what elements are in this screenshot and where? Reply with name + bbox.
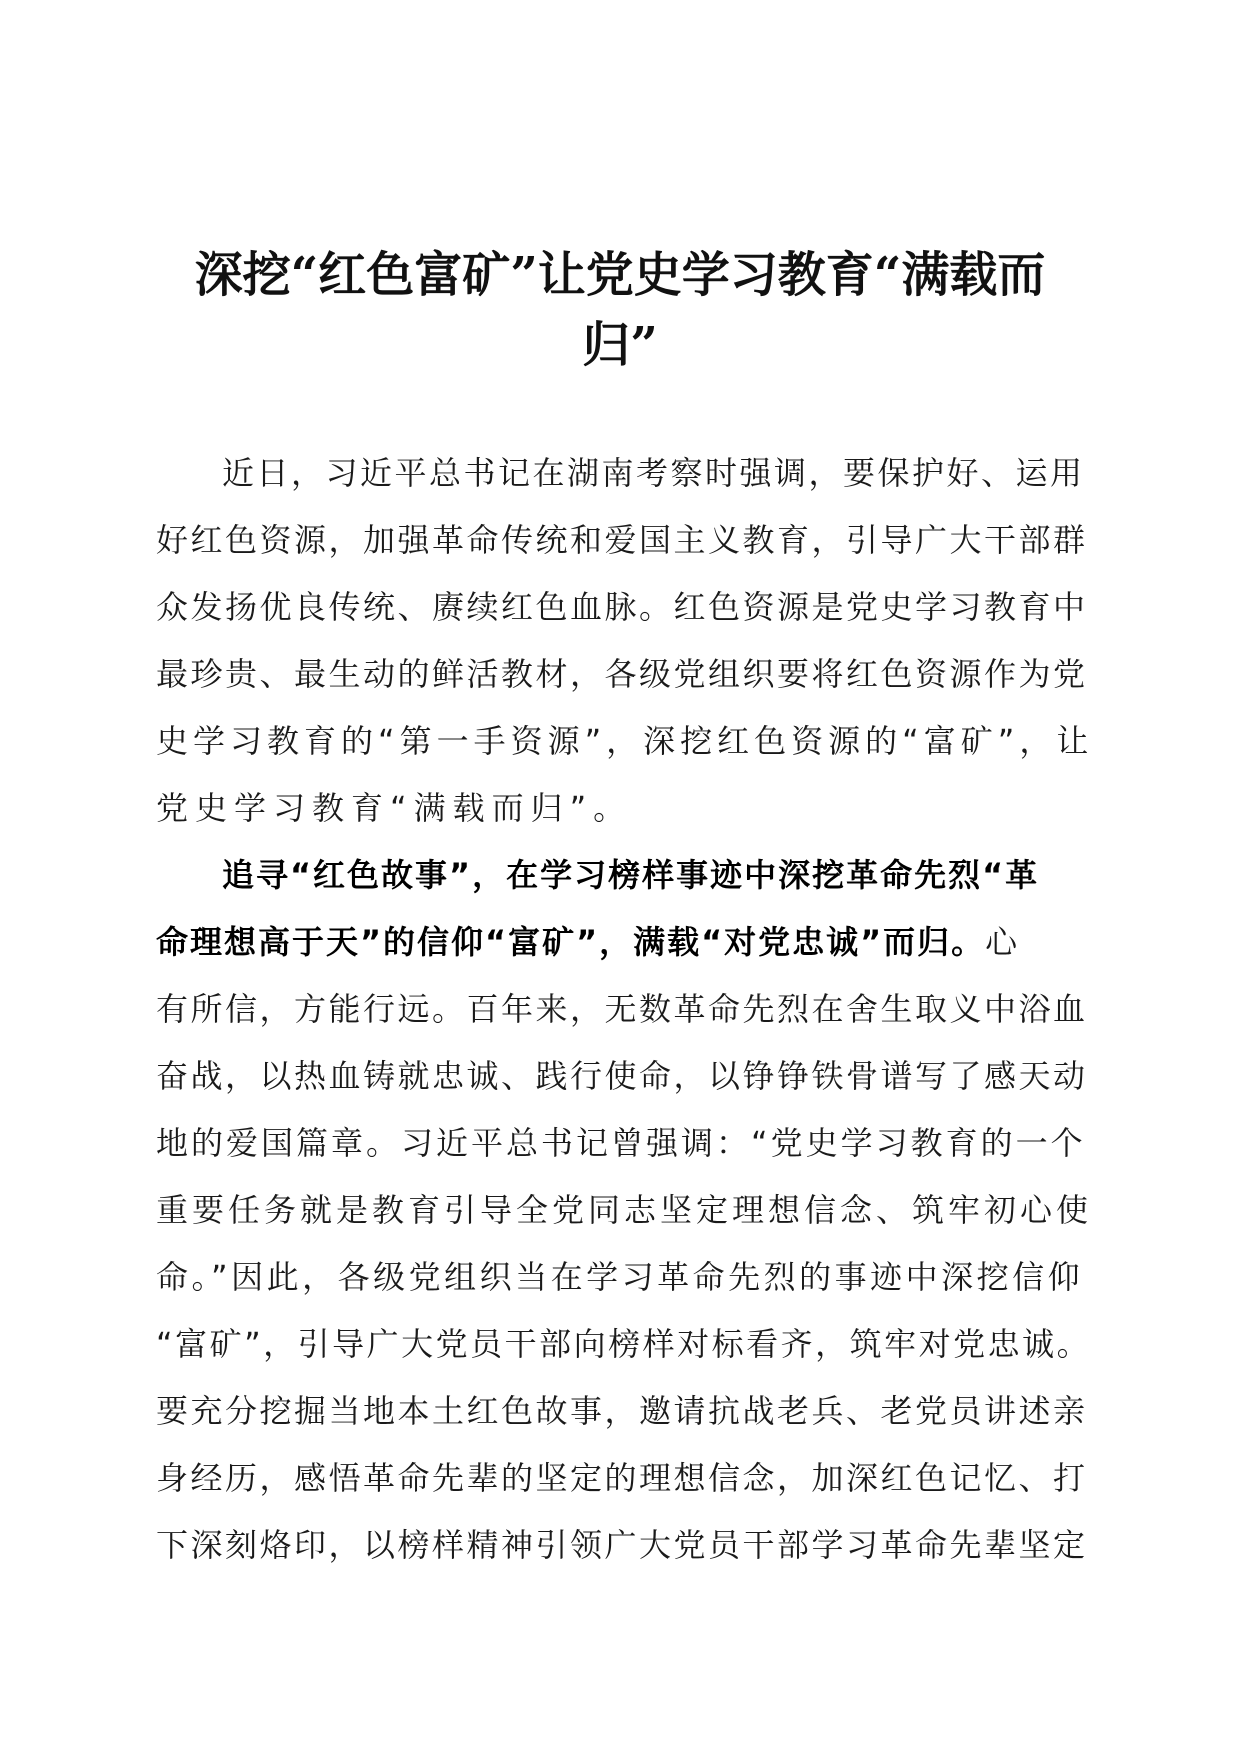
- paragraph-2-line-11: 下深刻烙印，以榜样精神引领广大党员干部学习革命先辈坚定: [156, 1526, 1088, 1564]
- paragraph-2-heading-line-2: 命理想高于天”的信仰“富矿”，满载“对党忠诚”而归。: [156, 923, 986, 961]
- paragraph-1-line-6: 党史学习教育“满载而归”。: [156, 789, 633, 827]
- paragraph-1-line-2: 好红色资源，加强革命传统和爱国主义教育，引导广大干部群: [156, 521, 1088, 559]
- paragraph-2-line-5: 地的爱国篇章。习近平总书记曾强调：“党史学习教育的一个: [156, 1124, 1086, 1162]
- paragraph-2-line-8: “富矿”，引导广大党员干部向榜样对标看齐，筑牢对党忠诚。: [156, 1325, 1092, 1363]
- paragraph-2-line-2: [156, 909, 1096, 976]
- paragraph-2-line-4: 奋战，以热血铸就忠诚、践行使命，以铮铮铁骨谱写了感天动: [156, 1057, 1088, 1095]
- paragraph-2: [156, 842, 1096, 1579]
- document-body: [156, 440, 1096, 1579]
- paragraph-1-line-4: 最珍贵、最生动的鲜活教材，各级党组织要将红色资源作为党: [156, 655, 1088, 693]
- document-title: [150, 240, 1090, 380]
- title-line-1: 深挖“红色富矿”让党史学习教育“满载而: [194, 247, 1046, 303]
- paragraph-2-line-10: 身经历，感悟革命先辈的坚定的理想信念，加深红色记忆、打: [156, 1459, 1088, 1497]
- paragraph-2-line-7: 命。”因此，各级党组织当在学习革命先烈的事迹中深挖信仰: [156, 1258, 1084, 1296]
- paragraph-2-line-2-tail: 心: [985, 923, 1025, 961]
- paragraph-2-line-3: 有所信，方能行远。百年来，无数革命先烈在舍生取义中浴血: [156, 990, 1088, 1028]
- paragraph-1-line-5: 史学习教育的“第一手资源”，深挖红色资源的“富矿”，让: [156, 722, 1094, 760]
- paragraph-1-line-1: 近日，习近平总书记在湖南考察时强调，要保护好、运用: [222, 454, 1085, 492]
- title-line-2: 归”: [582, 317, 658, 373]
- paragraph-2-line-6: 重要任务就是教育引导全党同志坚定理想信念、筑牢初心使: [156, 1191, 1093, 1229]
- paragraph-2-line-9: 要充分挖掘当地本土红色故事，邀请抗战老兵、老党员讲述亲: [156, 1392, 1088, 1430]
- paragraph-1-line-3: 众发扬优良传统、赓续红色血脉。红色资源是党史学习教育中: [156, 588, 1088, 626]
- paragraph-2-heading-line-1: 追寻“红色故事”，在学习榜样事迹中深挖革命先烈“革: [222, 856, 1040, 894]
- paragraph-1: [156, 440, 1096, 842]
